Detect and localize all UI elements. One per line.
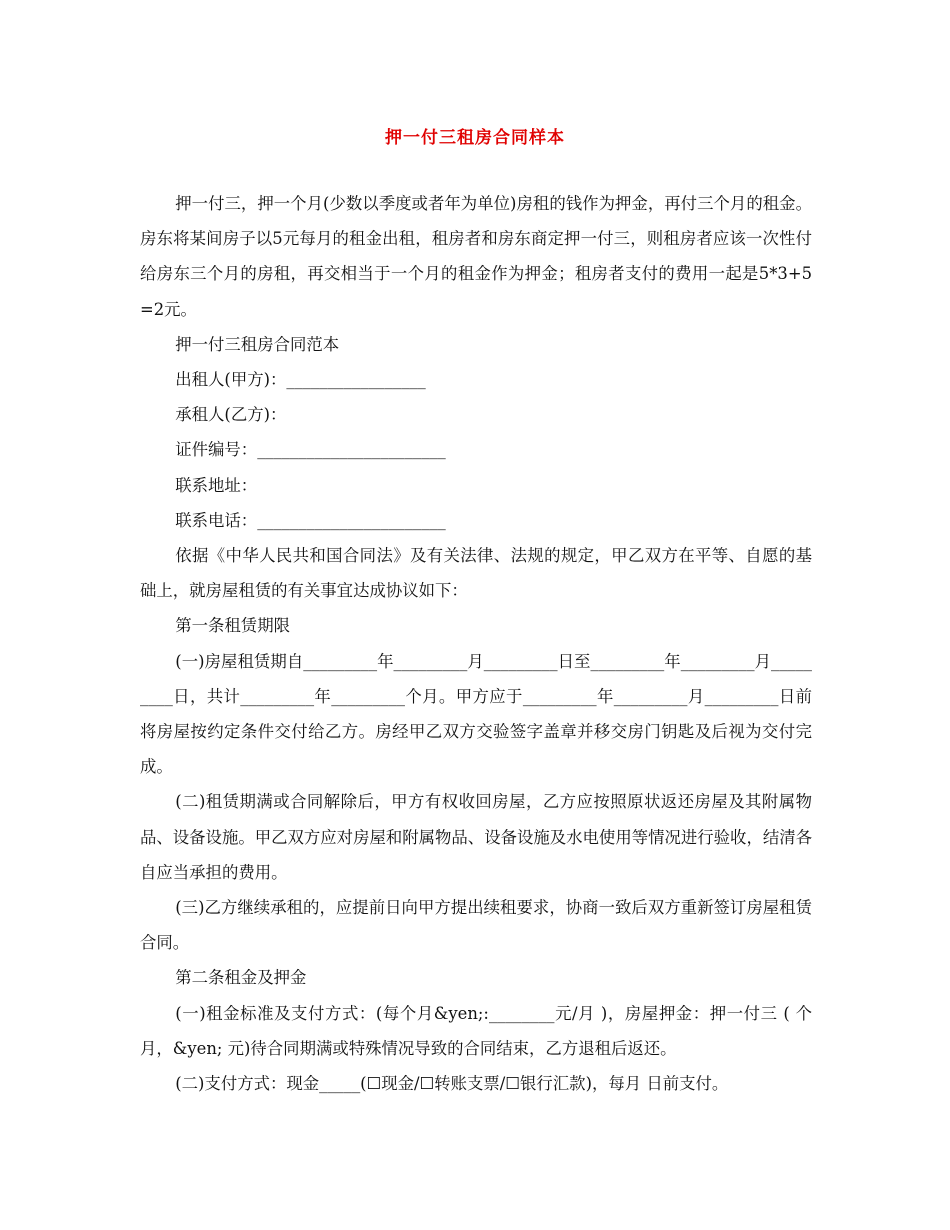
article-1-heading: 第一条租赁期限: [175, 616, 290, 636]
document-body: [140, 186, 812, 1101]
article-1-clause-3: (三)乙方继续承租的，应提前日向甲方提出续租要求，协商一致后双方重新签订房屋租赁合同。: [140, 898, 812, 953]
article-1-clause-2: (二)租赁期满或合同解除后，甲方有权收回房屋，乙方应按照原状返还房屋及其附属物品、设备设施。甲乙双方应对房屋和附属物品、设备设施及水电使用等情况进行验收，结清各自应当承担的费用。: [140, 792, 813, 882]
field-address: 联系地址：: [175, 475, 258, 495]
paragraph-template-heading: 押一付三租房合同范本: [175, 334, 340, 354]
article-2-clause-2: (二)支付方式：现金_____(☐现金/☐转账支票/☐银行汇款)，每月 日前支付。: [175, 1074, 729, 1094]
article-2-clause-1: (一)租金标准及支付方式：(每个月&yen;:________元/月 )，房屋押金：押一付三 ( 个月，&yen; 元)待合同期满或特殊情况导致的合同结束，乙方退租后返还。: [140, 1003, 812, 1058]
article-1-clause-1: (一)房屋租赁期自_________年_________月_________日至_________年_________月_________日，共计_________年_________个月。甲方应于_________年_________月_________日前将房屋按约定条件交付给乙方。房经甲乙双方交验签字盖章并移交房门钥匙及后视为交付完成。: [140, 651, 812, 777]
field-id-number: 证件编号：_______________________: [175, 440, 446, 460]
document-title: 押一付三租房合同样本: [385, 128, 565, 148]
field-lessee: 承租人(乙方)：: [175, 405, 287, 425]
paragraph-intro: 押一付三，押一个月(少数以季度或者年为单位)房租的钱作为押金，再付三个月的租金。房东将某间房子以5元每月的租金出租，租房者和房东商定押一付三，则租房者应该一次性付给房东三个月的房租，再交相当于一个月的租金作为押金；租房者支付的费用一起是5*3+5=2元。: [140, 194, 812, 319]
field-phone: 联系电话：_______________________: [175, 510, 446, 530]
field-lessor: 出租人(甲方)：_________________: [175, 370, 426, 390]
article-2-heading: 第二条租金及押金: [175, 968, 307, 988]
paragraph-legal-basis: 依据《中华人民共和国合同法》及有关法律、法规的规定，甲乙双方在平等、自愿的基础上，就房屋租赁的有关事宜达成协议如下：: [140, 546, 812, 601]
